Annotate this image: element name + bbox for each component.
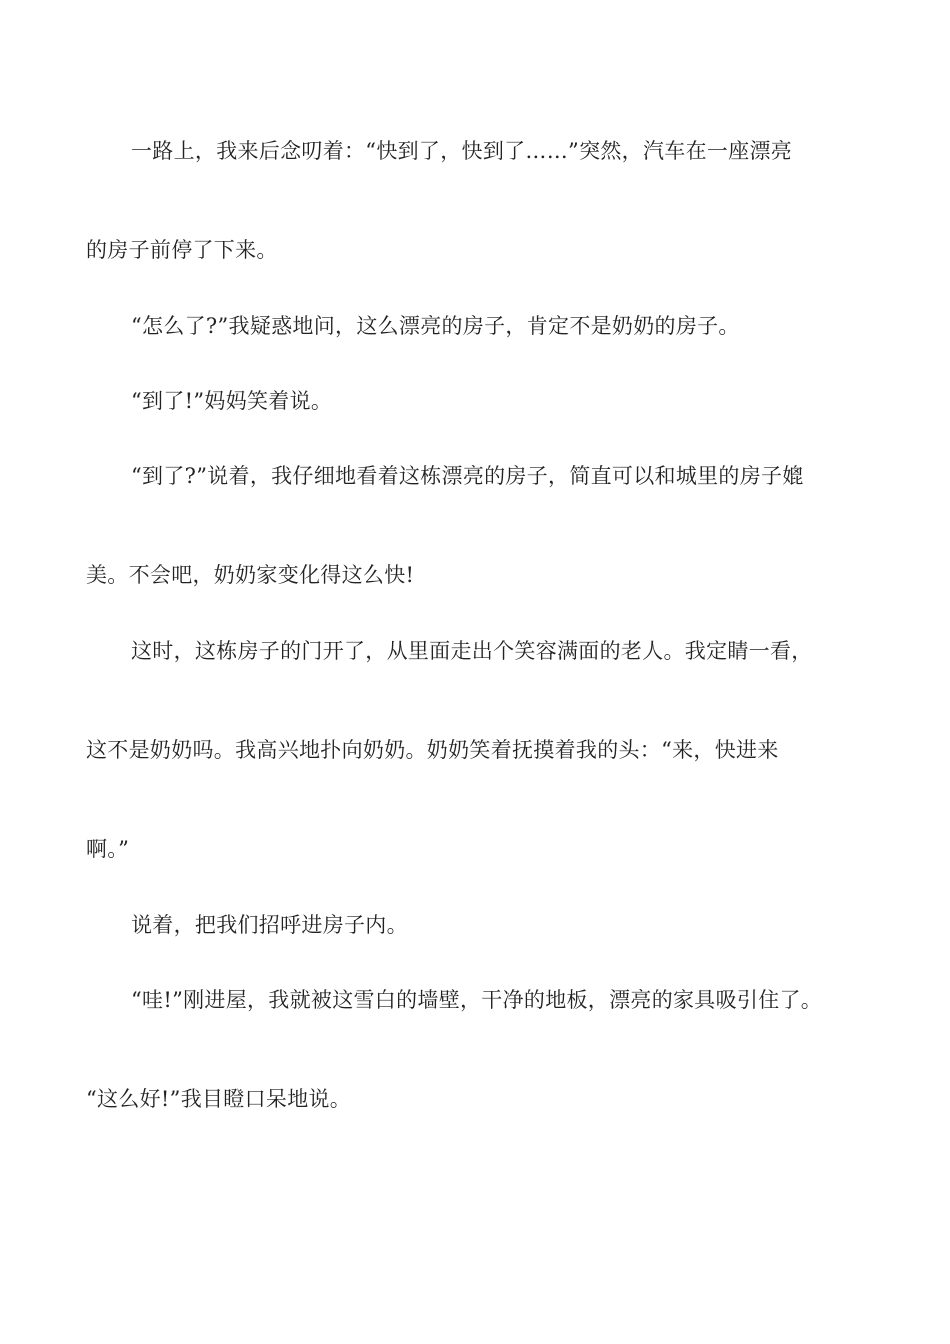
paragraph-4-line-2: 美。不会吧，奶奶家变化得这么快!	[86, 563, 415, 587]
paragraph-7-line-2: “这么好!”我目瞪口呆地说。	[86, 1087, 352, 1111]
paragraph-2-line-1: “怎么了?”我疑惑地问，这么漂亮的房子，肯定不是奶奶的房子。	[131, 314, 740, 338]
paragraph-5-line-2: 这不是奶奶吗。我高兴地扑向奶奶。奶奶笑着抚摸着我的头：“来，快进来	[86, 738, 779, 762]
paragraph-1-line-2: 的房子前停了下来。	[86, 238, 278, 262]
paragraph-6-line-1: 说着，把我们招呼进房子内。	[131, 913, 408, 937]
paragraph-5-line-1: 这时，这栋房子的门开了，从里面走出个笑容满面的老人。我定睛一看，	[131, 639, 813, 663]
paragraph-7-line-1: “哇!”刚进屋，我就被这雪白的墙壁，干净的地板，漂亮的家具吸引住了。	[131, 988, 823, 1012]
paragraph-4-line-1: “到了?”说着，我仔细地看着这栋漂亮的房子，简直可以和城里的房子媲	[131, 464, 804, 488]
paragraph-1-line-1: 一路上，我来后念叨着：“快到了，快到了……”突然，汽车在一座漂亮	[131, 139, 793, 163]
paragraph-5-line-3: 啊。”	[86, 837, 130, 861]
paragraph-3-line-1: “到了!”妈妈笑着说。	[131, 389, 333, 413]
